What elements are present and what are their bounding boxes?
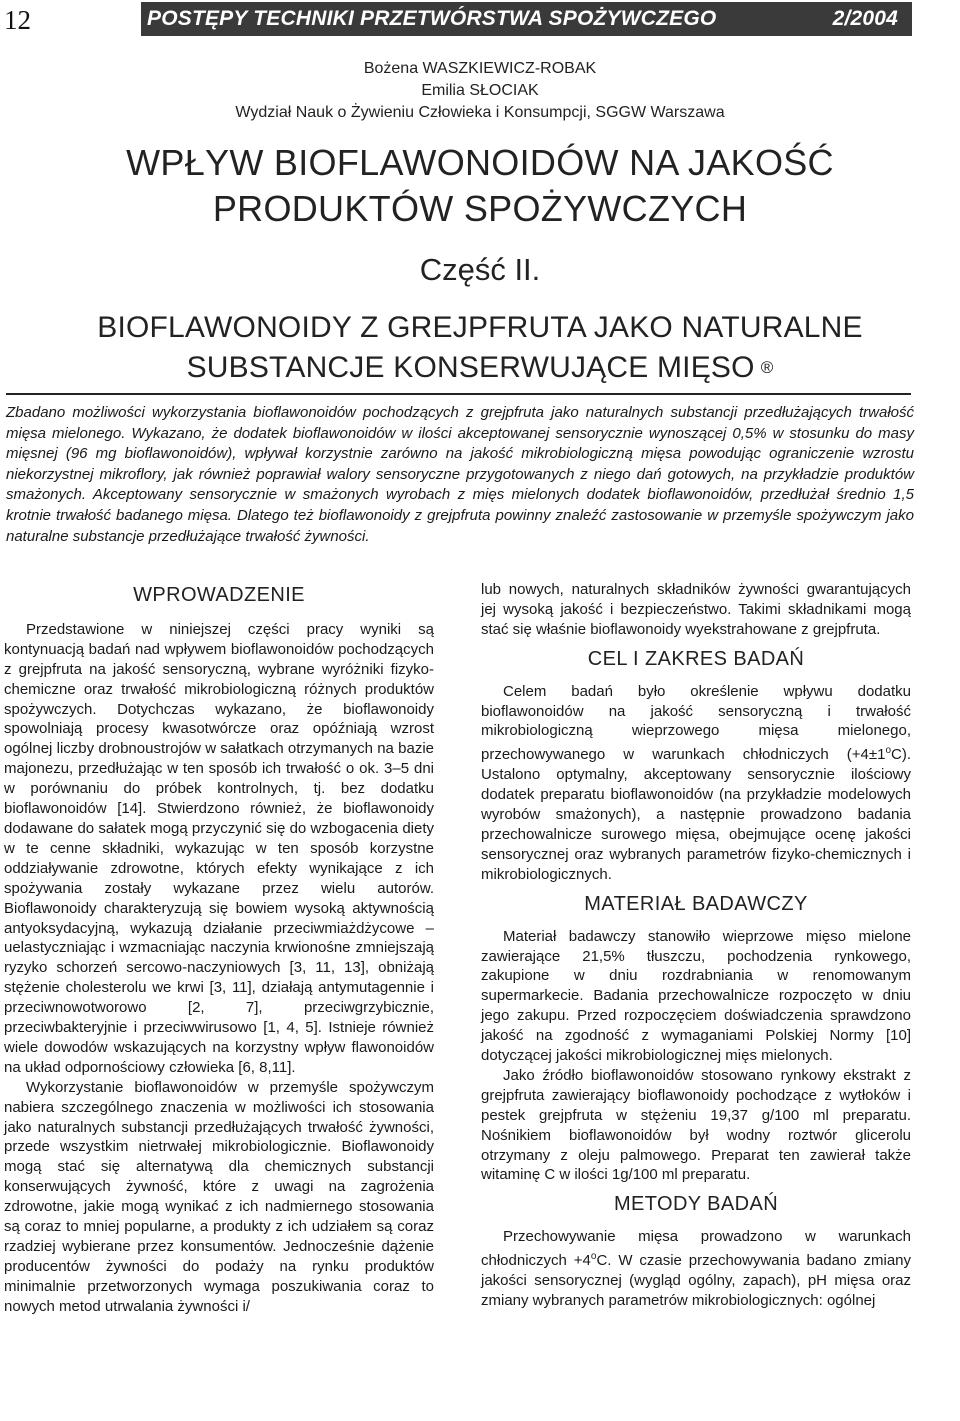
title-line: WPŁYW BIOFLAWONOIDÓW NA JAKOŚĆ bbox=[126, 142, 834, 183]
journal-header bbox=[0, 0, 960, 38]
paragraph: lub nowych, naturalnych składników żywności gwarantujących jej wysoką jakość i bezpieczeństwo. Takimi składnikami mogą stać się właśnie bioflawonoidy wyekstrahowane z grejpfruta. bbox=[481, 581, 911, 638]
paragraph: Materiał badawczy stanowiło wieprzowe mięso mielone zawierające 21,5% tłuszczu, pochodzenia rynkowego, zakupione w dniu rozdrabniania w renomowanym supermarkecie. Badania przechowalnicze rozpoczęto w dniu jego zakupu. Przed rozpoczęciem doświadczenia sprawdzono jakość na zgodność z wymaganiami Polskiej Normy [10] dotyczącej jakości mikrobiologicznej mięs mielonych. bbox=[481, 927, 911, 1065]
title-line: PRODUKTÓW SPOŻYWCZYCH bbox=[212, 188, 748, 229]
registered-mark: ® bbox=[760, 358, 774, 377]
part-label: Część II. bbox=[419, 252, 541, 287]
journal-banner bbox=[141, 2, 912, 36]
paragraph-text: Przechowywanie mięsa prowadzono w warunkach chłodniczych +4 bbox=[481, 1228, 911, 1270]
title-divider bbox=[6, 393, 911, 395]
section-heading-aim: CEL I ZAKRES BADAŃ bbox=[587, 647, 805, 670]
abstract: Zbadano możliwości wykorzystania bioflawonoidów pochodzących z grejpfruta jako naturalnych substancji przedłużających trwałość mięsa mielonego. Wykazano, że dodatek bioflawonoidów w ilości akceptowanej sensorycznie wynoszącej 0,5% w stosunku do masy mięsnej (96 mg bioflawonoidów), wpływał korzystnie zarówno na jakość mikrobiologiczną mięsa powodując ograniczenie wzrostu niekorzystnej mikroflory, jak również poprawiał walory sensoryczne przygotowanych z niego dań gotowych, na przykładzie produktów smażonych. Akceptowany sensorycznie w smażonych wyrobach z mięs mielonych dodatek bioflawonoidów, przedłużał średnio 1,5 krotnie trwałość badanego mięsa. Dlatego też bioflawonoidy z grejpfruta powinny znaleźć zastosowanie w przemyśle spożywczym jako naturalne substancje przedłużające trwałość żywności. bbox=[6, 404, 914, 545]
degree-superscript: o bbox=[885, 745, 891, 757]
paragraph-text: C). Ustalono optymalny, akceptowany sensorycznie ilościowy dodatek preparatu bioflawonoidów (na przykładzie modelowych wyrobów smażonych), a następnie prowadzono badania przechowalnicze surowego mięsa, obejmujące ocenę jakości sensorycznej oraz wybranych parametrów fizyko-chemicznych i mikrobiologicznych. bbox=[481, 746, 911, 883]
article-subtitle bbox=[0, 308, 960, 388]
author-name: Bożena WASZKIEWICZ-ROBAK bbox=[363, 60, 597, 77]
author-name: Emilia SŁOCIAK bbox=[421, 82, 539, 99]
right-column bbox=[481, 580, 911, 1311]
subtitle-line: BIOFLAWONOIDY Z GREJPFRUTA JAKO NATURALNE bbox=[97, 311, 863, 344]
degree-superscript: o bbox=[590, 1251, 597, 1263]
paragraph bbox=[481, 682, 911, 885]
paragraph: Przedstawione w niniejszej części pracy wyniki są kontynuacją badań nad wpływem bioflawonoidów pochodzących z grejpfruta na jakość sensoryczną, wybrane wyróżniki fizyko-chemiczne oraz trwałość mikrobiologiczną różnych produktów spożywczych. Dotychczas wykazano, że bioflawonoidy spowolniają procesy kwasotwórcze oraz opóźniają wzrost ogólnej liczby drobnoustrojów w sałatkach otrzymanych na bazie majonezu, przedłużając w ten sposób ich trwałość o ok. 3–5 dni w porównaniu do próbek kontrolnych, tj. bez dodatku bioflawonoidów [14]. Stwierdzono również, że bioflawonoidy dodawane do sałatek mogą przyczynić się do wzbogacenia diety w te cenne składniki, wykazując w ten sposób korzystne oddziaływanie zdrowotne, których efekty wynikające z ich spożywania zostały wykazane przez wielu autorów. Bioflawonoidy charakteryzują się bowiem wysoką aktywnością antyoksydacyjną, wykazują działanie przeciwmiażdżycowe – uelastyczniając i wzmacniając naczynia krwionośne zmniejszają ryzyko schorzeń sercowo-naczyniowych [3, 11, 13], obniżają stężenie cholesterolu we krwi [3, 11], działają antymutagennie i przeciwnowotworowo [2, 7], przeciwgrzybicznie, przeciwbakteryjnie i przeciwwirusowo [1, 4, 5]. Istnieje również wiele dowodów wskazujących na korzystny wpływ flawonoidów na układ odpornościowy człowieka [6, 8,11]. bbox=[4, 620, 434, 1076]
page-number: 12 bbox=[4, 5, 31, 35]
section-heading-introduction: WPROWADZENIE bbox=[133, 584, 305, 606]
section-heading-material: MATERIAŁ BADAWCZY bbox=[584, 892, 808, 915]
left-column bbox=[4, 580, 434, 1317]
affiliation: Wydział Nauk o Żywieniu Człowieka i Konsumpcji, SGGW Warszawa bbox=[235, 104, 725, 121]
paragraph-text: Celem badań było określenie wpływu dodatku bioflawonoidów na jakość sensoryczną i trwałość mikrobiologiczną wieprzowego mięsa mielonego, przechowywanego w warunkach chłodniczych (+4±1 bbox=[481, 682, 911, 764]
paragraph-text: C. W czasie przechowywania badano zmiany jakości sensorycznej (wygląd ogólny, zapach), pH mięsa oraz zmiany wybranych parametrów mikrobiologicznych: ogólnej bbox=[481, 1252, 911, 1309]
paragraph: Jako źródło bioflawonoidów stosowano rynkowy ekstrakt z grejpfruta zawierający bioflawonoidy pochodzące z wytłoków i pestek grejpfruta w stężeniu 19,37 g/100 ml preparatu. Nośnikiem bioflawonoidów był wodny roztwór glicerolu otrzymany z oleju palmowego. Preparat ten zawierał także witaminę C w ilości 1g/100 ml preparatu. bbox=[481, 1066, 911, 1184]
journal-issue: 2/2004 bbox=[832, 7, 898, 30]
subtitle-line bbox=[0, 348, 960, 388]
article-title bbox=[0, 140, 960, 232]
paragraph bbox=[481, 1227, 911, 1311]
subtitle-text: SUBSTANCJE KONSERWUJĄCE MIĘSO bbox=[186, 351, 755, 384]
section-heading-methods: METODY BADAŃ bbox=[613, 1193, 779, 1216]
journal-title: POSTĘPY TECHNIKI PRZETWÓRSTWA SPOŻYWCZEGO bbox=[147, 7, 717, 30]
paragraph: Wykorzystanie bioflawonoidów w przemyśle spożywczym nabiera szczególnego znaczenia w możliwości ich stosowania jako naturalnych substancji przedłużających trwałość żywności, przede wszystkim nietrwałej mikrobiologicznie. Bioflawonoidy mogą stać się alternatywą dla chemicznych substancji konserwujących żywność, które z uwagi na zagrożenia zdrowotne, jakie mogą wynikać z ich nadmiernego stosowania są coraz to mniej popularne, a produkty z ich udziałem są coraz rzadziej wybierane przez konsumentów. Jednocześnie dążenie producentów żywności do podaży na rynku produktów minimalnie przetworzonych wymaga poszukiwania coraz to nowych metod utrwalania żywności i/ bbox=[4, 1078, 434, 1315]
author-block bbox=[0, 58, 960, 124]
